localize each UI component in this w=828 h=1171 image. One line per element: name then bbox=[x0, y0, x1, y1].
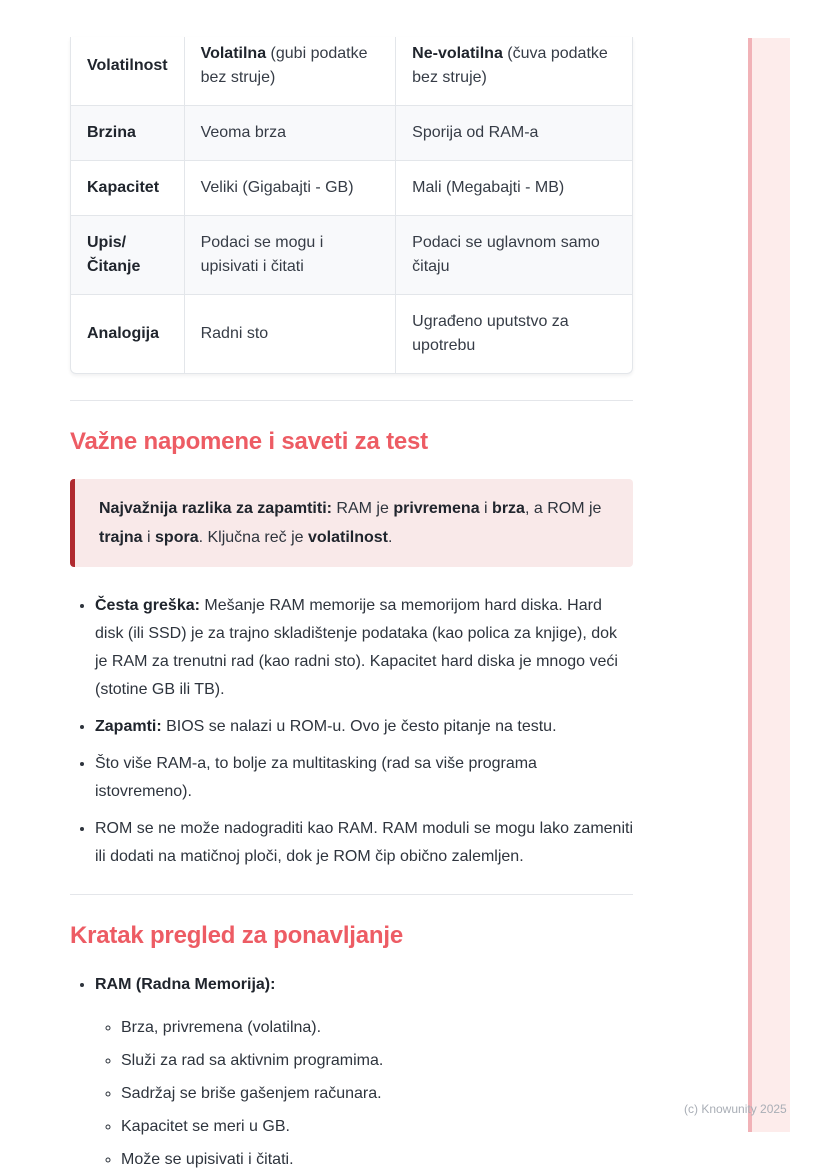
row-header: Brzina bbox=[71, 106, 184, 161]
comparison-table bbox=[71, 37, 632, 373]
rom-cell: Ne-volatilna (čuva podatke bez struje) bbox=[396, 37, 632, 106]
table-row-analogija bbox=[71, 295, 632, 374]
list-item-ram bbox=[95, 971, 633, 1171]
ram-cell: Podaci se mogu i upisivati i čitati bbox=[184, 216, 396, 295]
ram-item-title: RAM (Radna Memorija): bbox=[95, 976, 276, 993]
review-section-title: Kratak pregled za ponavljanje bbox=[70, 922, 403, 949]
ram-cell: Radni sto bbox=[184, 295, 396, 374]
notes-bullet-list bbox=[70, 592, 633, 871]
ram-cell: Volatilna (gubi podatke bez struje) bbox=[184, 37, 396, 106]
row-header: Volatilnost bbox=[87, 57, 168, 74]
list-item: ◦ Brza, privremena (volatilna). bbox=[121, 1014, 633, 1042]
content-column bbox=[70, 0, 633, 1171]
key-difference-callout bbox=[70, 479, 633, 567]
table-row-upis-citanje bbox=[71, 216, 632, 295]
notes-section-title: Važne napomene i saveti za test bbox=[70, 428, 428, 455]
review-bullet-list bbox=[70, 971, 633, 1171]
list-item: • Zapamti: BIOS se nalazi u ROM-u. Ovo je često pitanje na testu. bbox=[95, 713, 633, 741]
ram-cell: Veliki (Gigabajti - GB) bbox=[184, 161, 396, 216]
list-item: • Što više RAM-a, to bolje za multitasking (rad sa više programa istovremeno). bbox=[95, 750, 633, 806]
rom-cell: Mali (Megabajti - MB) bbox=[396, 161, 632, 216]
row-header: Analogija bbox=[71, 295, 184, 374]
ram-cell: Veoma brza bbox=[184, 106, 396, 161]
list-item: ◦ Kapacitet se meri u GB. bbox=[121, 1113, 633, 1141]
section-divider bbox=[70, 894, 633, 895]
section-divider bbox=[70, 400, 633, 401]
row-header: Kapacitet bbox=[71, 161, 184, 216]
list-item: • Česta greška: Mešanje RAM memorije sa memorijom hard diska. Hard disk (ili SSD) je za trajno skladištenje podataka (kao polica za knjige), dok je RAM za trenutni rad (kao radni sto). Kapacitet hard diska je mnogo veći (stotine GB ili TB). bbox=[95, 592, 633, 704]
ram-sub-list bbox=[95, 1014, 633, 1171]
copyright-watermark: (c) Knowunity 2025 bbox=[684, 1102, 787, 1116]
page-edge-decoration-bar bbox=[748, 38, 790, 1132]
list-item: • ROM se ne može nadograditi kao RAM. RAM moduli se mogu lako zameniti ili dodati na matičnoj ploči, dok je ROM čip obično zalemljen. bbox=[95, 815, 633, 871]
list-item: ◦ Služi za rad sa aktivnim programima. bbox=[121, 1047, 633, 1075]
ram-rom-comparison-table bbox=[70, 37, 633, 374]
callout-text: Najvažnija razlika za zapamtiti: RAM je privremena i brza, a ROM je trajna i spora. Ključna reč je volatilnost. bbox=[99, 500, 602, 546]
table-row-volatilnost bbox=[71, 37, 632, 106]
table-row-kapacitet bbox=[71, 161, 632, 216]
row-header: Upis/Čitanje bbox=[71, 216, 184, 295]
table-row-brzina bbox=[71, 106, 632, 161]
rom-cell: Sporija od RAM-a bbox=[396, 106, 632, 161]
rom-cell: Ugrađeno uputstvo za upotrebu bbox=[396, 295, 632, 374]
rom-cell: Podaci se uglavnom samo čitaju bbox=[396, 216, 632, 295]
list-item: ◦ Može se upisivati i čitati. bbox=[121, 1146, 633, 1171]
list-item: ◦ Sadržaj se briše gašenjem računara. bbox=[121, 1080, 633, 1108]
